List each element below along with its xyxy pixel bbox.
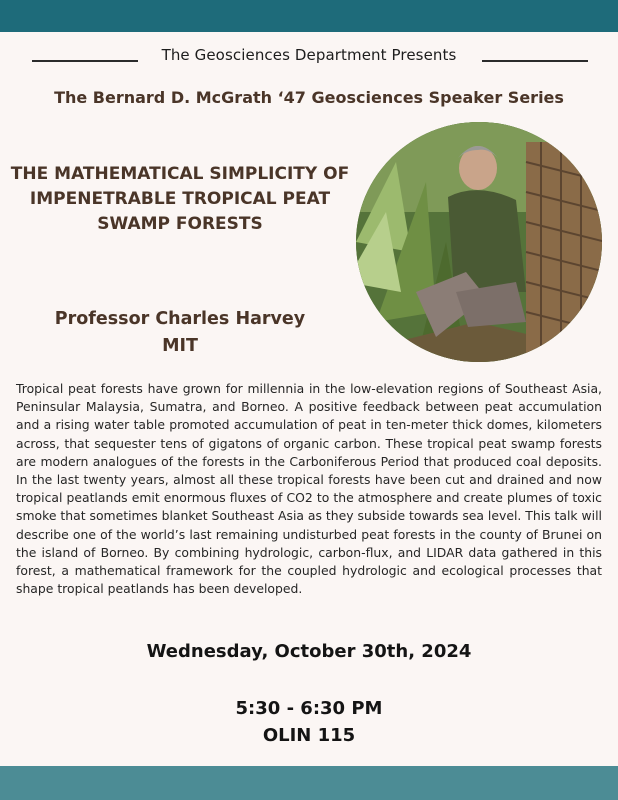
speaker-block (10, 306, 350, 360)
speaker-affiliation: MIT (162, 336, 198, 356)
left-divider-line (32, 60, 138, 62)
event-location: OLIN 115 (262, 725, 356, 746)
event-date: Wednesday, October 30th, 2024 (146, 641, 472, 662)
speaker-photo (356, 122, 602, 362)
presents-row (0, 46, 618, 70)
speaker-name: Professor Charles Harvey (54, 309, 306, 329)
talk-title: THE MATHEMATICAL SIMPLICITY OF IMPENETRABLE TROPICAL PEAT SWAMP FORESTS (10, 164, 350, 234)
bottom-color-band (0, 766, 618, 800)
presents-text: The Geosciences Department Presents (161, 46, 457, 64)
top-color-band (0, 0, 618, 32)
right-divider-line (482, 60, 588, 62)
speaker-series-title: The Bernard D. McGrath ‘47 Geosciences Speaker Series (54, 88, 564, 107)
talk-abstract: Tropical peat forests have grown for millennia in the low-elevation regions of Southeast Asia, Peninsular Malaysia, Sumatra, and Borneo. A positive feedback between peat accumulation and a rising water table promoted accumulation of peat in ten-meter thick domes, kilometers across, that sequester tens of gigatons of organic carbon. These tropical peat swamp forests are modern analogues of the forests in the Carboniferous Period that produced coal deposits. In the last twenty years, almost all these tropical forests have been cut and drained and now tropical peatlands emit enormous fluxes of CO2 to the atmosphere and create plumes of toxic smoke that sometimes blanket Southeast Asia as they subside towards sea level. This talk will describe one of the world’s last remaining undisturbed peat forests in the county of Brunei on the island of Borneo. By combining hydrologic, carbon-flux, and LIDAR data gathered in this forest, a mathematical framework for the coupled hydrologic and ecological processes that shape tropical peatlands has been developed. (16, 381, 602, 597)
event-time: 5:30 - 6:30 PM (235, 698, 383, 719)
